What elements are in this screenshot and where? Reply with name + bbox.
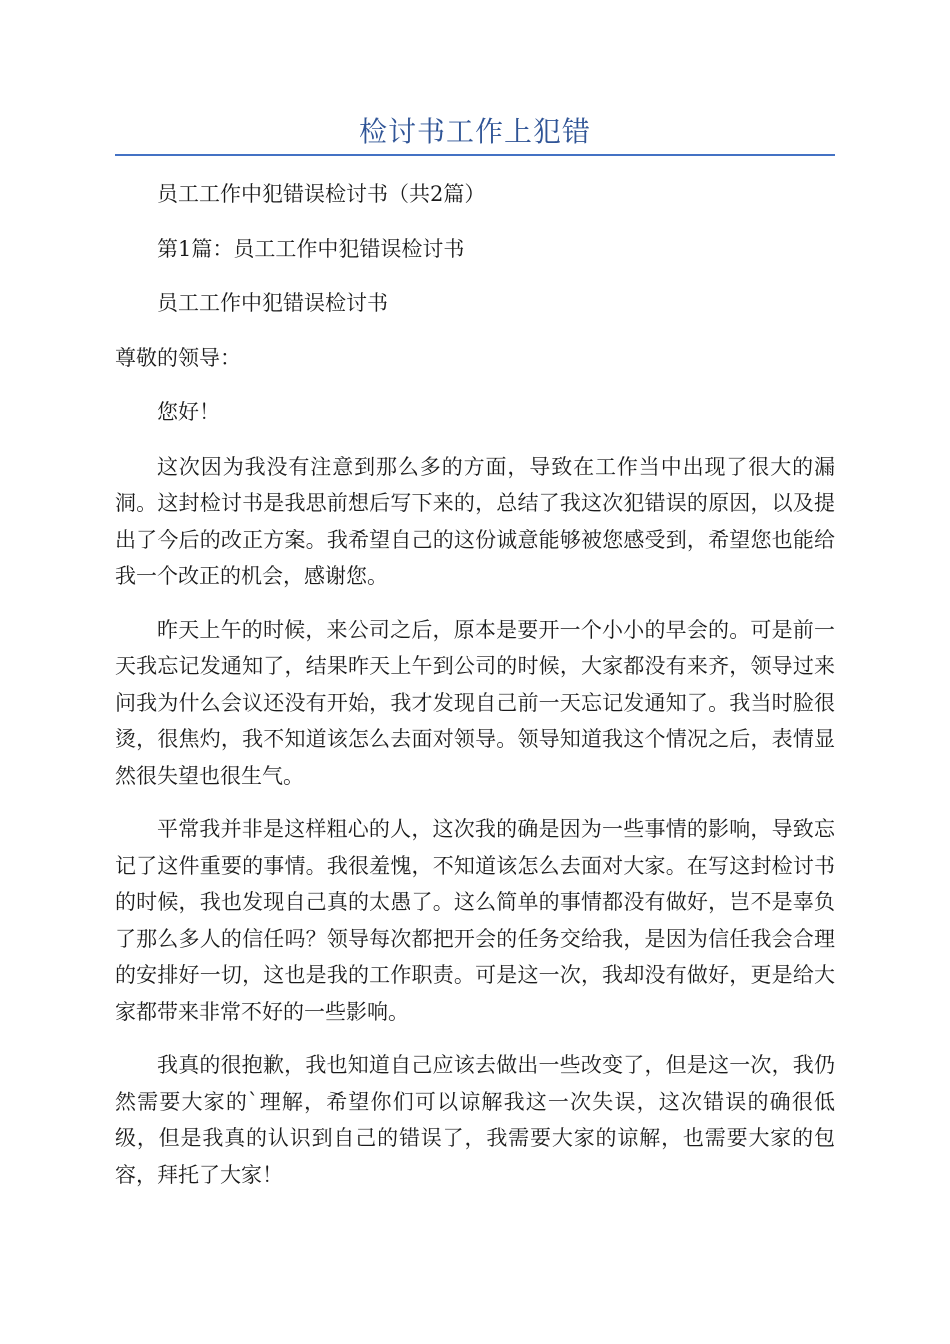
paragraph-body-1: 这次因为我没有注意到那么多的方面，导致在工作当中出现了很大的漏洞。这封检讨书是我思前想后写下来的，总结了我这次犯错误的原因，以及提出了今后的改正方案。我希望自己的这份诚意能够被您感受到，希望您也能给我一个改正的机会，感谢您。 [115, 454, 835, 588]
paragraph-letter-title: 员工工作中犯错误检讨书 [157, 291, 388, 315]
title-underline [115, 154, 835, 156]
paragraph-salutation: 尊敬的领导： [115, 345, 241, 370]
paragraph-body-4: 我真的很抱歉，我也知道自己应该去做出一些改变了，但是这一次，我仍然需要大家的`理解，希望你们可以谅解我这一次失误，这次错误的确很低级，但是我真的认识到自己的错误了，我需要大家的谅解，也需要大家的包容，拜托了大家！ [115, 1053, 835, 1187]
paragraph-body-2: 昨天上午的时候，来公司之后，原本是要开一个小小的早会的。可是前一天我忘记发通知了，结果昨天上午到公司的时候，大家都没有来齐，领导过来问我为什么会议还没有开始，我才发现自己前一天忘记发通知了。我当时脸很烫，很焦灼，我不知道该怎么去面对领导。领导知道我这个情况之后，表情显然很失望也很生气。 [115, 617, 835, 788]
paragraph-chapter-heading: 第1篇：员工工作中犯错误检讨书 [157, 236, 465, 261]
document-title: 检讨书工作上犯错 [358, 115, 591, 148]
document-body [115, 176, 835, 1210]
paragraph-body-3: 平常我并非是这样粗心的人，这次我的确是因为一些事情的影响，导致忘记了这件重要的事情。我很羞愧，不知道该怎么去面对大家。在写这封检讨书的时候，我也发现自己真的太愚了。这么简单的事情都没有做好，岂不是辜负了那么多人的信任吗？领导每次都把开会的任务交给我，是因为信任我会合理的安排好一切，这也是我的工作职责。可是这一次，我却没有做好，更是给大家都带来非常不好的一些影响。 [115, 817, 835, 1024]
paragraph-greeting: 您好！ [157, 400, 220, 424]
paragraph-subtitle: 员工工作中犯错误检讨书（共2篇） [157, 182, 486, 206]
